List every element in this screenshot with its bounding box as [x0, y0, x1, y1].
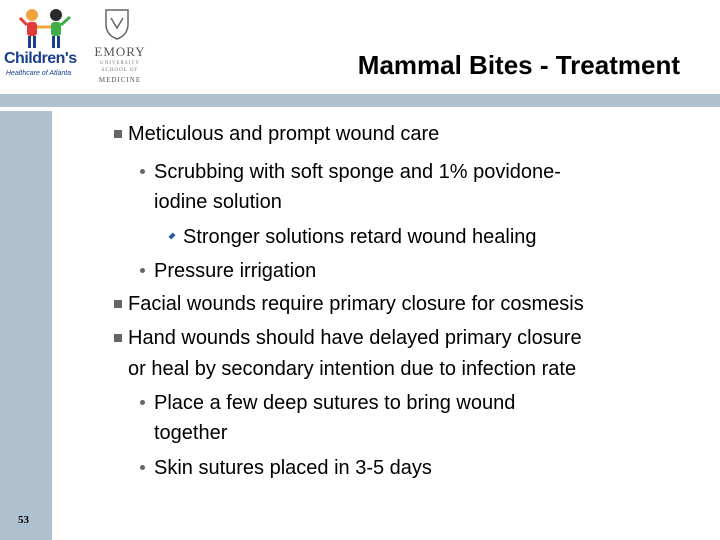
emory-sub-university: UNIVERSITY: [100, 61, 140, 66]
diamond-bullet-icon: [168, 232, 175, 239]
dot-bullet-icon: [140, 268, 145, 273]
bullet-text: Skin sutures placed in 3-5 days: [154, 457, 432, 479]
emory-sub-school: SCHOOL OF: [101, 68, 139, 73]
square-bullet-icon: [114, 300, 122, 308]
square-bullet-icon: [114, 334, 122, 342]
bullet-text: Scrubbing with soft sponge and 1% povidone-: [154, 161, 561, 183]
bullet-text: Place a few deep sutures to bring wound: [154, 392, 516, 414]
childrens-logo-tagline: Healthcare of Atlanta: [6, 70, 72, 77]
bullet-text: Stronger solutions retard wound healing: [183, 226, 537, 248]
bullet-text: Hand wounds should have delayed primary closure: [128, 327, 582, 349]
square-bullet-icon: [114, 130, 122, 138]
dot-bullet-icon: [140, 465, 145, 470]
bullet-text: Meticulous and prompt wound care: [128, 123, 440, 145]
bullet-text-continued: or heal by secondary intention due to infection rate: [128, 358, 577, 380]
dot-bullet-icon: [140, 400, 145, 405]
slide-title: Mammal Bites - Treatment: [357, 50, 680, 80]
emory-sub-medicine: MEDICINE: [98, 76, 142, 84]
emory-wordmark: EMORY: [94, 44, 146, 59]
bullet-text: Pressure irrigation: [154, 260, 317, 282]
bullet-text-continued: iodine solution: [154, 191, 282, 213]
childrens-logo-wordmark: Children's: [4, 50, 77, 67]
dot-bullet-icon: [140, 169, 145, 174]
bullet-text-continued: together: [154, 422, 228, 444]
bullet-text: Facial wounds require primary closure for cosmesis: [128, 293, 584, 315]
slide-number: 53: [18, 514, 29, 526]
